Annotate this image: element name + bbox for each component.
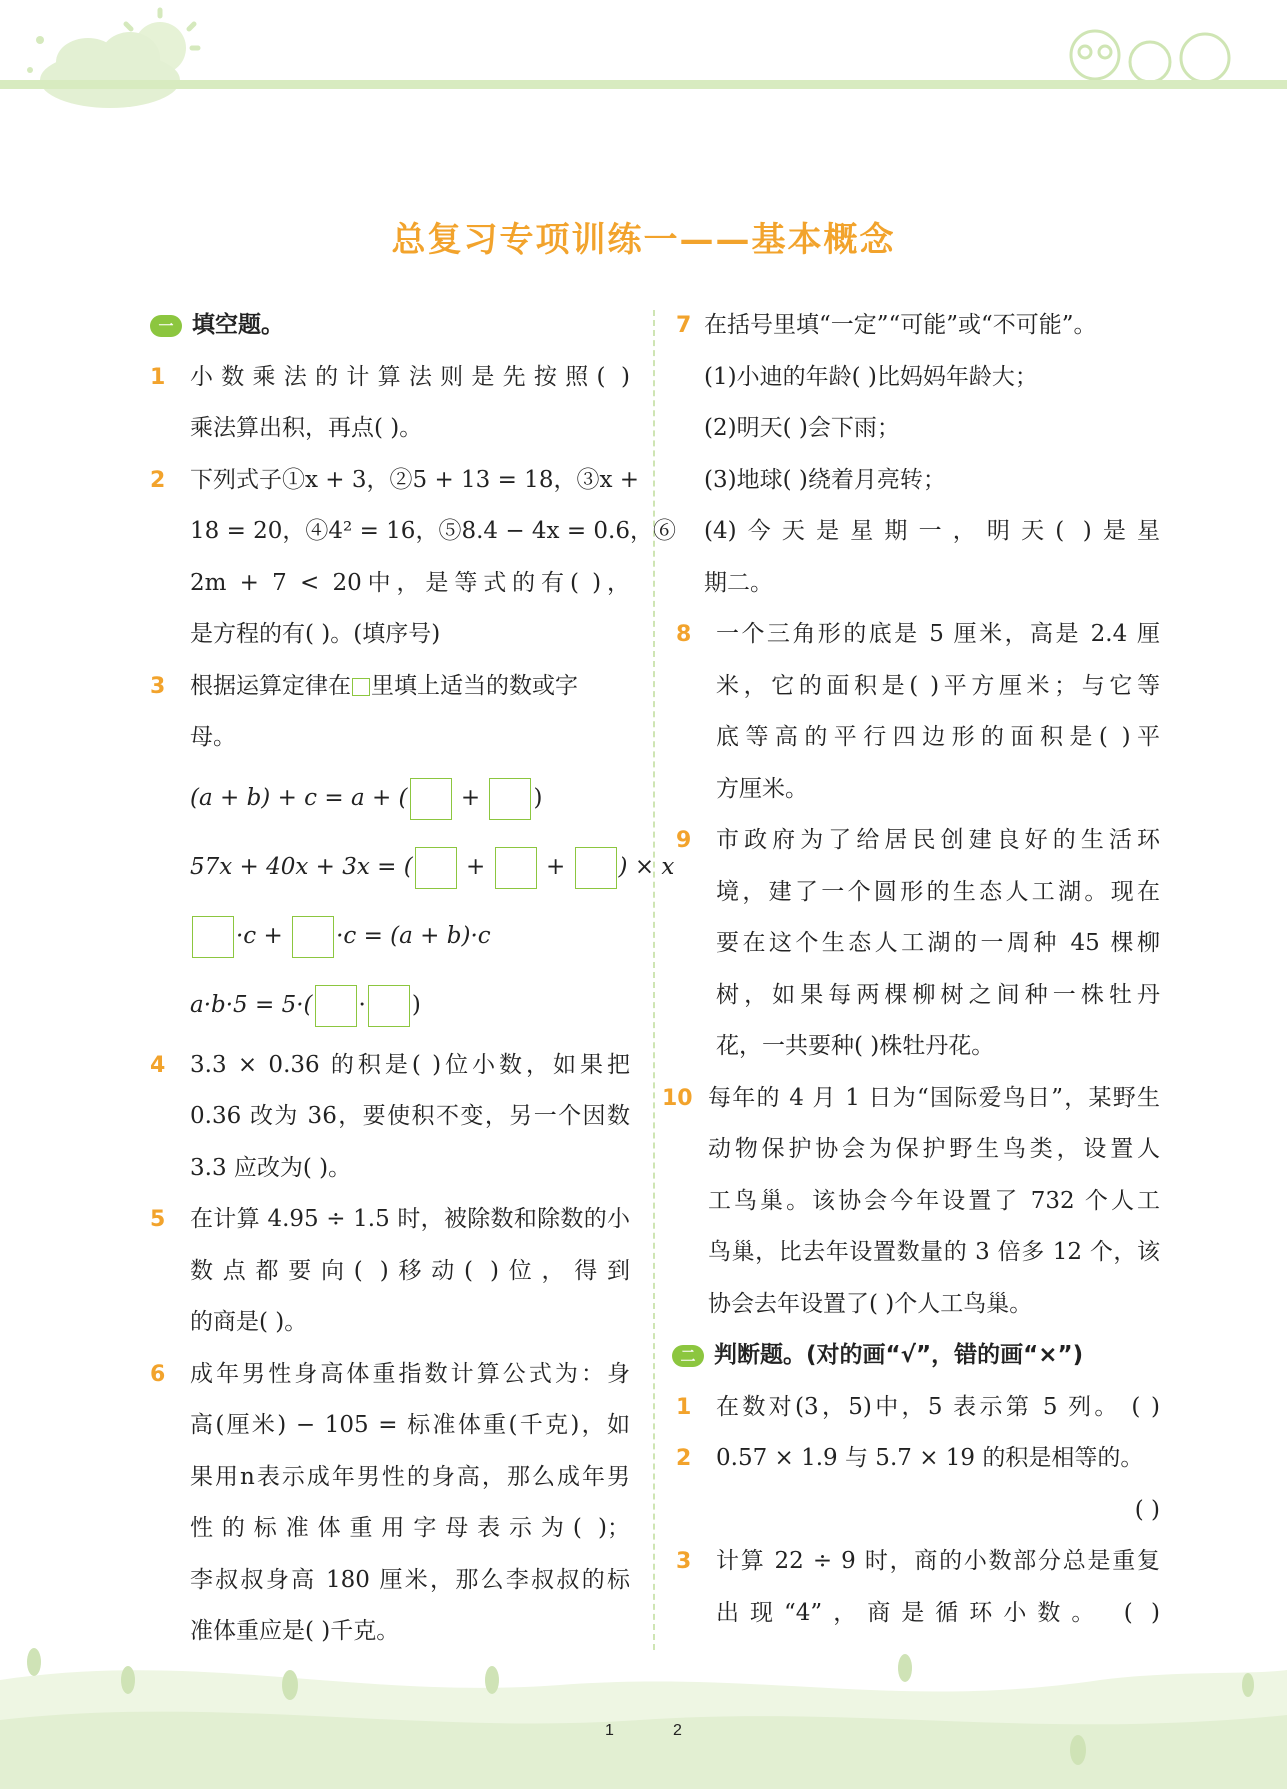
question-text: 树，如果每两棵柳树之间种一株牡丹 [716,981,1160,1008]
question-text: 方厘米。 [716,775,808,802]
question-number: 9 [676,828,692,853]
right-column [662,300,1160,1639]
question-text: 市政府为了给居民创建良好的生活环 [716,827,1160,853]
question-text: (4)今天是星期一，明天( )是星 [704,518,1160,544]
question-text: 的商是( )。 [190,1309,308,1335]
question-text: 高(厘米) − 105 = 标准体重(千克)，如 [190,1412,630,1438]
formula-text: (a + b) + c = a + ( [190,784,408,811]
page-number-left: 1 [605,1722,614,1739]
formula-1 [190,764,630,833]
question-number: 3 [676,1549,692,1574]
question-text: 里填上适当的数或字 [371,672,578,699]
section-judgement-header [672,1330,1160,1382]
question-number: 1 [676,1394,692,1420]
question-text: 米，它的面积是( )平方厘米；与它等 [716,672,1160,699]
question-number: 3 [150,673,166,699]
question-text: 是方程的有( )。(填序号) [190,621,441,647]
question-text: 出现“4”，商是循环小数。 ( ) [716,1599,1160,1626]
question-number: 8 [676,622,692,647]
question-text: 花，一共要种( )株牡丹花。 [716,1033,995,1059]
question-text: 性的标准体重用字母表示为( )； [190,1515,630,1541]
answer-box[interactable] [575,847,617,889]
question-number: 2 [676,1446,692,1471]
answer-box[interactable] [192,916,234,958]
question-text: 底等高的平行四边形的面积是( )平 [716,724,1160,750]
question-text: 小数乘法的计算法则是先按照( ) [190,363,630,390]
formula-2 [190,833,675,902]
header-decoration [0,0,1287,120]
question-10 [662,1073,1160,1331]
question-9 [676,815,1160,1073]
question-text: 计算 22 ÷ 9 时，商的小数部分总是重复 [716,1548,1160,1574]
formula-4 [190,971,630,1040]
question-text: 数点都要向( )移动( )位，得到 [190,1257,630,1284]
question-text: 准体重应是( )千克。 [190,1618,400,1644]
question-6 [150,1349,630,1658]
question-text: 3.3 × 0.36 的积是( )位小数，如果把 [190,1051,630,1078]
question-text: 乘法算出积，再点( )。 [190,415,423,441]
question-number: 10 [662,1085,693,1111]
question-number: 5 [150,1207,166,1232]
page-number-right: 2 [673,1722,682,1739]
judgement-1 [676,1382,1160,1434]
question-text: (3)地球( )绕着月亮转； [704,466,946,493]
question-text: 果用n表示成年男性的身高，那么成年男 [190,1463,630,1490]
formula-text: + [460,784,481,811]
question-text: 0.57 × 1.9 与 5.7 × 19 的积是相等的。 [716,1445,1144,1471]
question-text: 境，建了一个圆形的生态人工湖。现在 [716,878,1160,905]
question-text: 工鸟巢。该协会今年设置了 732 个人工 [708,1187,1160,1214]
question-text: 在括号里填“一定”“可能”或“不可能”。 [704,312,1097,338]
question-text: 0.36 改为 36，要使积不变，另一个因数 [190,1103,630,1129]
animal-friends-icon [1071,31,1229,82]
question-3 [150,661,675,1040]
question-5 [150,1194,630,1349]
landscape-decoration [0,1640,1287,1789]
column-divider [653,310,655,1650]
section-title: 判断题。(对的画“√”，错的画“×”) [714,1342,1084,1368]
question-text: 要在这个生态人工湖的一周种 45 棵柳 [716,930,1160,956]
left-column [150,300,676,1658]
judgement-2 [676,1433,1160,1536]
question-text: 2m + 7 < 20中，是等式的有( )， [190,569,630,596]
formula-text: + [545,853,566,880]
question-text: 每年的 4 月 1 日为“国际爱鸟日”，某野生 [708,1084,1160,1111]
question-text: (2)明天( )会下雨； [704,415,900,441]
question-4 [150,1040,630,1195]
formula-text: ·c + [236,922,283,949]
formula-text: ) × x [618,853,675,880]
question-text: 鸟巢，比去年设置数量的 3 倍多 12 个，该 [708,1239,1160,1265]
question-text: 根据运算定律在 [190,672,351,699]
question-text: 动物保护协会为保护野生鸟类，设置人 [708,1136,1160,1162]
question-text: (1)小迪的年龄( )比妈妈年龄大； [704,363,1038,390]
header-stripe [0,80,1287,89]
question-text: 18 = 20，④4² = 16，⑤8.4 − 4x = 0.6，⑥ [190,518,676,544]
answer-box-sample [352,678,370,696]
star-icon [27,36,44,73]
section-fill-in-header [150,300,630,352]
section-badge: 二 [672,1345,704,1367]
formula-text: + [466,853,486,880]
answer-box[interactable] [415,847,457,889]
formula-text: ) [533,784,543,811]
answer-box[interactable] [489,778,531,820]
question-text: 下列式子①x + 3，②5 + 13 = 18，③x + [190,466,640,493]
question-text: 3.3 应改为( )。 [190,1154,352,1181]
question-text: 期二。 [704,569,773,596]
question-7 [676,300,1160,609]
answer-box[interactable] [368,985,410,1027]
question-text: 成年男性身高体重指数计算公式为：身 [190,1360,630,1387]
question-text: 一个三角形的底是 5 厘米，高是 2.4 厘 [716,621,1160,647]
question-1 [150,352,630,455]
formula-text: a·b·5 = 5·( [190,991,313,1018]
question-text: 在数对(3，5)中，5 表示第 5 列。 ( ) [716,1393,1160,1420]
answer-bracket[interactable]: ( ) [1134,1496,1160,1523]
question-text: 李叔叔身高 180 厘米，那么李叔叔的标 [190,1566,630,1593]
answer-box[interactable] [495,847,537,889]
answer-box[interactable] [292,916,334,958]
formula-3 [190,902,630,971]
question-text: 在计算 4.95 ÷ 1.5 时，被除数和除数的小 [190,1206,630,1232]
answer-box[interactable] [315,985,357,1027]
formula-text: ) [411,991,421,1018]
question-number: 4 [150,1052,166,1078]
section-title: 填空题。 [192,312,284,338]
formula-text: 57x + 40x + 3x = ( [190,853,413,880]
formula-text: · [358,991,366,1018]
question-text: 协会去年设置了( )个人工鸟巢。 [708,1290,1033,1317]
answer-box[interactable] [410,778,452,820]
question-number: 7 [676,313,692,338]
judgement-3 [676,1536,1160,1639]
question-number: 6 [150,1361,166,1387]
section-badge: 一 [150,315,182,337]
formula-text: ·c = (a + b)·c [336,922,491,949]
question-text: 母。 [190,724,236,750]
question-2 [150,455,676,661]
question-number: 1 [150,364,166,390]
question-8 [676,609,1160,815]
page-title: 总复习专项训练一——基本概念 [391,220,896,260]
question-number: 2 [150,467,166,493]
